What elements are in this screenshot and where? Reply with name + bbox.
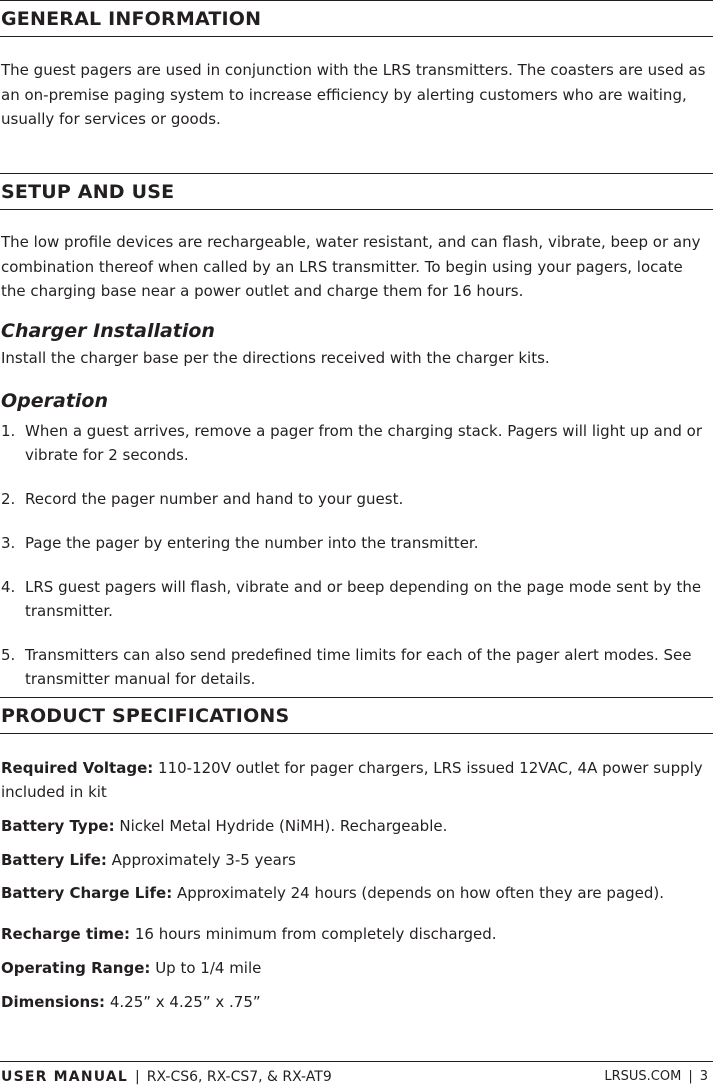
spec-battery-life [1, 848, 707, 872]
step-text: LRS guest pagers will flash, vibrate and or beep depending on the page mode sent by the transmitter. [25, 578, 702, 620]
footer-site: LRSUS.COM [604, 1069, 682, 1084]
spec-label: Dimensions: [1, 993, 106, 1011]
footer-right [604, 1069, 708, 1085]
spec-label: Battery Charge Life: [1, 884, 173, 902]
general-paragraph: The guest pagers are used in conjunction with the LRS transmitters. The coasters are used as an on-premise paging system to increase efficiency by alerting customers who are waiting, usually for services or goods. [1, 61, 706, 128]
spec-label: Battery Type: [1, 817, 115, 835]
spec-value: Nickel Metal Hydride (NiMH). Rechargeable. [119, 817, 448, 835]
operation-step [0, 531, 713, 555]
specs-top-rule [0, 697, 713, 698]
spec-battery-type [1, 814, 707, 838]
operation-step [0, 487, 713, 511]
step-number: 2. [1, 490, 16, 508]
spec-required-voltage [1, 756, 707, 804]
spec-label: Recharge time: [1, 925, 131, 943]
step-number: 3. [1, 534, 16, 552]
step-text: Page the pager by entering the number into the transmitter. [25, 534, 479, 552]
step-text: Record the pager number and hand to your guest. [25, 490, 404, 508]
setup-heading: SETUP AND USE [1, 181, 175, 203]
step-number: 5. [1, 646, 16, 664]
footer-separator: | [135, 1069, 140, 1085]
footer-separator: | [688, 1069, 693, 1084]
spec-value: Approximately 24 hours (depends on how often they are paged). [177, 884, 665, 902]
footer-rule [0, 1061, 713, 1062]
specs-heading: PRODUCT SPECIFICATIONS [1, 705, 290, 727]
general-heading-rule [0, 36, 713, 37]
step-text: Transmitters can also send predefined time limits for each of the pager alert modes. See transmitter manual for details. [25, 646, 692, 688]
operation-step [0, 419, 713, 467]
step-number: 4. [1, 578, 16, 596]
general-heading: GENERAL INFORMATION [1, 8, 262, 30]
page-number: 3 [699, 1069, 708, 1084]
footer-models: RX-CS6, RX-CS7, & RX-AT9 [146, 1069, 332, 1085]
setup-heading-rule [0, 209, 713, 210]
operation-step [0, 575, 713, 623]
spec-dimensions [1, 990, 707, 1014]
step-text: When a guest arrives, remove a pager from the charging stack. Pagers will light up and or vibrate for 2 seconds. [25, 422, 702, 464]
spec-recharge-time [1, 922, 707, 946]
operation-heading: Operation [1, 390, 109, 412]
spec-label: Battery Life: [1, 851, 107, 869]
spec-label: Required Voltage: [1, 759, 154, 777]
spec-value: 110-120V outlet for pager chargers, LRS issued 12VAC, 4A power supply included in kit [1, 759, 703, 801]
footer-left [1, 1069, 332, 1085]
charger-installation-heading: Charger Installation [1, 320, 215, 342]
setup-paragraph: The low profile devices are rechargeable, water resistant, and can flash, vibrate, beep or any combination thereof when called by an LRS transmitter. To begin using your pagers, locate the charging base near a power outlet and charge them for 16 hours. [1, 233, 701, 300]
spec-label: Operating Range: [1, 959, 151, 977]
top-rule [0, 0, 713, 1]
footer-brand: USER MANUAL [1, 1069, 129, 1085]
operation-steps [0, 419, 713, 711]
spec-value: Approximately 3-5 years [111, 851, 296, 869]
spec-value: Up to 1/4 mile [155, 959, 262, 977]
operation-step [0, 643, 713, 691]
spec-value: 4.25” x 4.25” x .75” [109, 993, 261, 1011]
spec-value: 16 hours minimum from completely discharged. [134, 925, 497, 943]
specs-heading-rule [0, 733, 713, 734]
spec-battery-charge-life [1, 881, 707, 905]
page-footer [0, 1069, 713, 1085]
step-number: 1. [1, 422, 16, 440]
charger-installation-paragraph: Install the charger base per the directions received with the charger kits. [1, 349, 550, 367]
setup-top-rule [0, 173, 713, 174]
spec-operating-range [1, 956, 707, 980]
